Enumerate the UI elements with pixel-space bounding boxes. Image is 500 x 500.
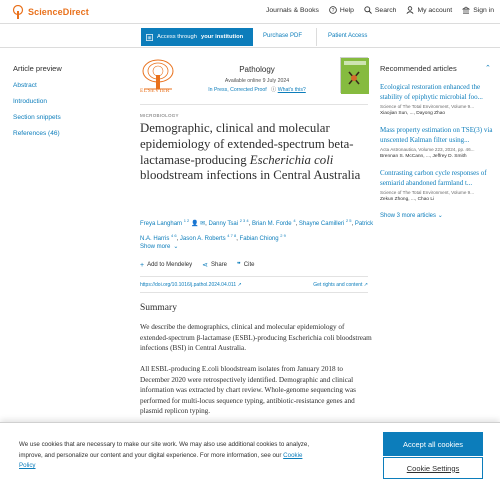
author-affiliation: 2 9 — [280, 233, 286, 238]
email-icon: ✉ — [200, 221, 206, 227]
share-label: Share — [211, 262, 228, 268]
author-separator: , — [176, 236, 180, 242]
person-icon — [406, 6, 414, 14]
recommended-articles — [380, 64, 495, 219]
author-affiliation: 2 3 4 — [239, 218, 249, 223]
institution-icon — [146, 34, 153, 41]
summary-paragraph-1: We describe the demographics, clinical and molecular epidemiology of extended-spectrum β-lactamase (ESBL)-producing Escherichia coli bloodstream infections (BSI) in Central Australia. — [140, 323, 372, 352]
access-prefix: Access through — [157, 34, 197, 40]
chevron-down-icon: ⌄ — [173, 244, 179, 250]
author-link[interactable] — [179, 233, 237, 242]
show-more-label: Show more — [140, 243, 171, 250]
svg-text:?: ? — [331, 7, 335, 14]
author-list — [140, 215, 375, 245]
author-separator: , — [236, 236, 240, 242]
recommended-source: Acta Astronautica, Volume 223, 2024, pp. 46... — [380, 147, 475, 152]
article-preview-nav — [13, 64, 62, 146]
show-more-articles-button[interactable] — [380, 212, 495, 219]
article-title — [140, 121, 375, 184]
cookie-settings-button[interactable]: Cookie Settings — [383, 457, 483, 479]
recommended-authors: Brennan S. McCann, ..., Jeffrey D. Smith — [380, 154, 467, 159]
author-affiliation: 4 7 8 — [227, 233, 237, 238]
access-institution-button[interactable] — [141, 28, 253, 46]
journals-books-link[interactable] — [266, 7, 319, 14]
author-name: Patrick N.A. Harris — [140, 221, 374, 242]
recommended-item — [380, 126, 495, 159]
author-separator: , — [205, 221, 209, 227]
author-link[interactable] — [298, 218, 352, 227]
accept-all-cookies-button[interactable]: Accept all cookies — [383, 432, 483, 456]
cite-button[interactable] — [237, 261, 254, 269]
help-label: Help — [339, 6, 354, 14]
sign-in-label: Sign in — [473, 6, 494, 14]
author-name: Jason A. Roberts — [179, 236, 226, 242]
author-name: Fabian Chiong — [239, 236, 279, 242]
author-name: Danny Tsai — [208, 221, 239, 227]
search-icon — [364, 6, 372, 14]
show-more-button[interactable] — [140, 243, 178, 250]
external-link-icon: ↗ — [363, 282, 368, 288]
nav-link-references[interactable]: References (46) — [13, 130, 60, 137]
author-link[interactable] — [239, 233, 286, 242]
article-preview-heading: Article preview — [13, 64, 62, 73]
recommended-source: Science of The Total Environment, Volume 9... — [380, 190, 475, 195]
cookie-policy-link[interactable]: Cookie Policy — [19, 451, 303, 469]
cover-art-icon — [341, 58, 369, 94]
journal-name-link[interactable]: Pathology — [239, 65, 275, 74]
recommended-item — [380, 83, 495, 116]
purchase-pdf-link[interactable]: Purchase PDF — [263, 33, 303, 39]
whats-this-link[interactable]: What's this? — [277, 87, 306, 93]
author-affiliation: 2 5 — [345, 218, 352, 223]
author-name: Shayne Camilleri — [298, 221, 345, 227]
my-account-label: My account — [417, 6, 453, 14]
share-button[interactable] — [202, 261, 227, 269]
doi-link[interactable] — [140, 282, 242, 288]
search-label: Search — [374, 6, 397, 14]
external-link-icon: ↗ — [237, 282, 242, 288]
author-link[interactable] — [140, 218, 206, 227]
recommended-title-link[interactable]: Ecological restoration enhanced the stability of epiphytic microbial foo... — [380, 83, 483, 101]
recommended-heading: Recommended articles — [380, 64, 457, 73]
top-nav — [266, 6, 494, 14]
sciencedirect-logo[interactable] — [12, 5, 89, 19]
author-affiliation: 4 — [293, 218, 296, 223]
chevron-down-icon: ⌄ — [437, 213, 443, 219]
recommended-source: Science of The Total Environment, Volume 9... — [380, 104, 475, 109]
elsevier-tree-icon — [12, 5, 24, 19]
help-link[interactable] — [329, 6, 354, 14]
elsevier-wordmark: ELSEVIER — [140, 88, 170, 94]
help-icon — [329, 6, 337, 14]
nav-link-introduction[interactable]: Introduction — [13, 98, 47, 105]
plus-icon: + — [140, 261, 145, 269]
cookie-message: We use cookies that are necessary to make our site work. We may also use additional cookies to analyze, improve, and personalize our content and your digital experience. For more information, see our — [19, 441, 310, 459]
access-strong: your institution — [200, 34, 244, 40]
divider — [316, 28, 317, 46]
nav-link-abstract[interactable]: Abstract — [13, 82, 37, 89]
author-separator: , — [351, 221, 355, 227]
info-icon: ⓘ — [271, 87, 277, 93]
in-press-status — [192, 86, 322, 93]
author-name: Freya Langham — [140, 221, 183, 227]
available-online-date: Available online 9 July 2024 — [224, 78, 290, 84]
in-press-link[interactable]: In Press, Corrected Proof — [208, 87, 267, 93]
author-name: Brian M. Forde — [251, 221, 292, 227]
cookie-text — [19, 440, 319, 472]
recommended-title-link[interactable]: Mass property estimation on TSE(3) via unscented Kalman filter using... — [380, 126, 493, 144]
share-icon: ⋖ — [202, 262, 208, 269]
author-link[interactable] — [208, 218, 249, 227]
my-account-link[interactable] — [406, 6, 452, 14]
patient-access-link[interactable]: Patient Access — [328, 33, 368, 39]
person-icon: 👤 — [190, 221, 199, 227]
logo-text: ScienceDirect — [28, 7, 89, 17]
author-separator: , — [248, 221, 252, 227]
author-affiliation: 1 2 — [183, 218, 190, 223]
mendeley-label: Add to Mendeley — [147, 262, 193, 268]
institution-icon — [462, 6, 470, 14]
rights-link[interactable] — [313, 282, 368, 288]
sign-in-link[interactable] — [462, 6, 494, 14]
title-italic: Escherichia coli — [249, 152, 334, 167]
summary-paragraph-2: All ESBL-producing E.coli bloodstream isolates from January 2018 to December 2020 were retrospectively identified. Demographic and clinical information was extracted by chart review. Whole-genome sequencing was performed for multi-locus sequence typing, antibiotic-resistance genes and plasmid replicon typing. — [140, 365, 356, 415]
title-part2: bloodstream infections in Central Australia — [140, 168, 361, 183]
add-to-mendeley-button[interactable] — [140, 262, 192, 269]
recommended-item — [380, 169, 495, 202]
doi-text: https://doi.org/10.1016/j.pathol.2024.04.011 — [140, 282, 237, 288]
summary-heading: Summary — [140, 303, 177, 313]
collapse-chevron-icon[interactable]: ⌃ — [485, 65, 491, 72]
article-section-label: MICROBIOLOGY — [140, 113, 179, 118]
recommended-title-link[interactable]: Contrasting carbon cycle responses of semiarid abandoned farmland t... — [380, 169, 487, 187]
top-navbar — [0, 0, 500, 24]
divider — [140, 104, 368, 105]
search-link[interactable] — [364, 6, 397, 14]
nav-link-section-snippets[interactable]: Section snippets — [13, 114, 61, 121]
cite-label: Cite — [243, 262, 255, 268]
cookie-banner — [0, 422, 500, 500]
show-more-articles-label: Show 3 more articles — [380, 213, 437, 219]
title-part1: Demographic, clinical and molecular epidemiology of extended-spectrum beta-lactamase-producing — [140, 121, 354, 167]
author-affiliation: 4 6 — [171, 233, 177, 238]
doi-bar — [140, 276, 368, 293]
article-actions — [140, 261, 254, 269]
author-link[interactable] — [251, 218, 296, 227]
quote-icon: ❞ — [237, 262, 241, 269]
author-separator: , — [295, 221, 299, 227]
rights-text: Get rights and content — [313, 282, 363, 288]
recommended-authors: Zekun Zhong, ..., Chao Li — [380, 197, 435, 202]
journal-cover-image[interactable] — [340, 57, 368, 93]
journals-books-label: Journals & Books — [266, 6, 319, 14]
recommended-authors: Xiaojian Sun, ..., Dayong Zhao — [380, 111, 446, 116]
